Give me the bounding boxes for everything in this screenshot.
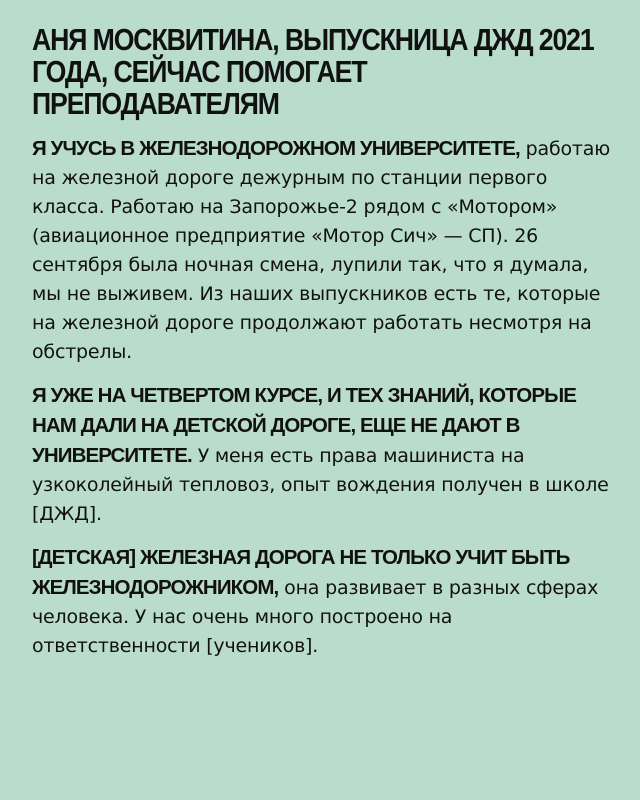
paragraph-lead: Я УЖЕ НА ЧЕТВЕРТОМ КУРСЕ, И ТЕХ ЗНАНИЙ, КОТОРЫЕ НАМ ДАЛИ НА ДЕТСКОЙ ДОРОГЕ, ЕЩЕ НЕ ДАЮТ В УНИВЕРСИТЕТЕ. xyxy=(32,384,577,467)
quote-card xyxy=(32,24,617,675)
paragraph-fourth-year xyxy=(32,381,617,529)
paragraph-text: она развивает в разных сферах человека. У нас очень много построено на ответственности [учеников]. xyxy=(32,577,599,657)
paragraph-childrens-railway xyxy=(32,543,617,661)
paragraph-text: работаю на железной дороге дежурным по станции первого класса. Работаю на Запорожье-2 рядом с «Мотором» (авиационное предприятие «Мотор Сич» — СП). 26 сентября была ночная смена, лупили так, что я думала, мы не выживем. Из наших выпускников есть те, которые на железной дороге продолжают работать несмотря на обстрелы. xyxy=(32,138,610,363)
paragraph-university xyxy=(32,134,617,367)
paragraph-lead: [ДЕТСКАЯ] ЖЕЛЕЗНАЯ ДОРОГА НЕ ТОЛЬКО УЧИТ БЫТЬ ЖЕЛЕЗНОДОРОЖНИКОМ, xyxy=(32,546,570,599)
paragraph-lead: Я УЧУСЬ В ЖЕЛЕЗНОДОРОЖНОМ УНИВЕРСИТЕТЕ, xyxy=(32,137,520,160)
page-title: АНЯ МОСКВИТИНА, ВЫПУСКНИЦА ДЖД 2021 ГОДА, СЕЙЧАС ПОМОГАЕТ ПРЕПОДАВАТЕЛЯМ xyxy=(32,22,594,121)
paragraph-text: У меня есть права машиниста на узкоколейный тепловоз, опыт вождения получен в школе [ДЖД]. xyxy=(32,445,609,525)
